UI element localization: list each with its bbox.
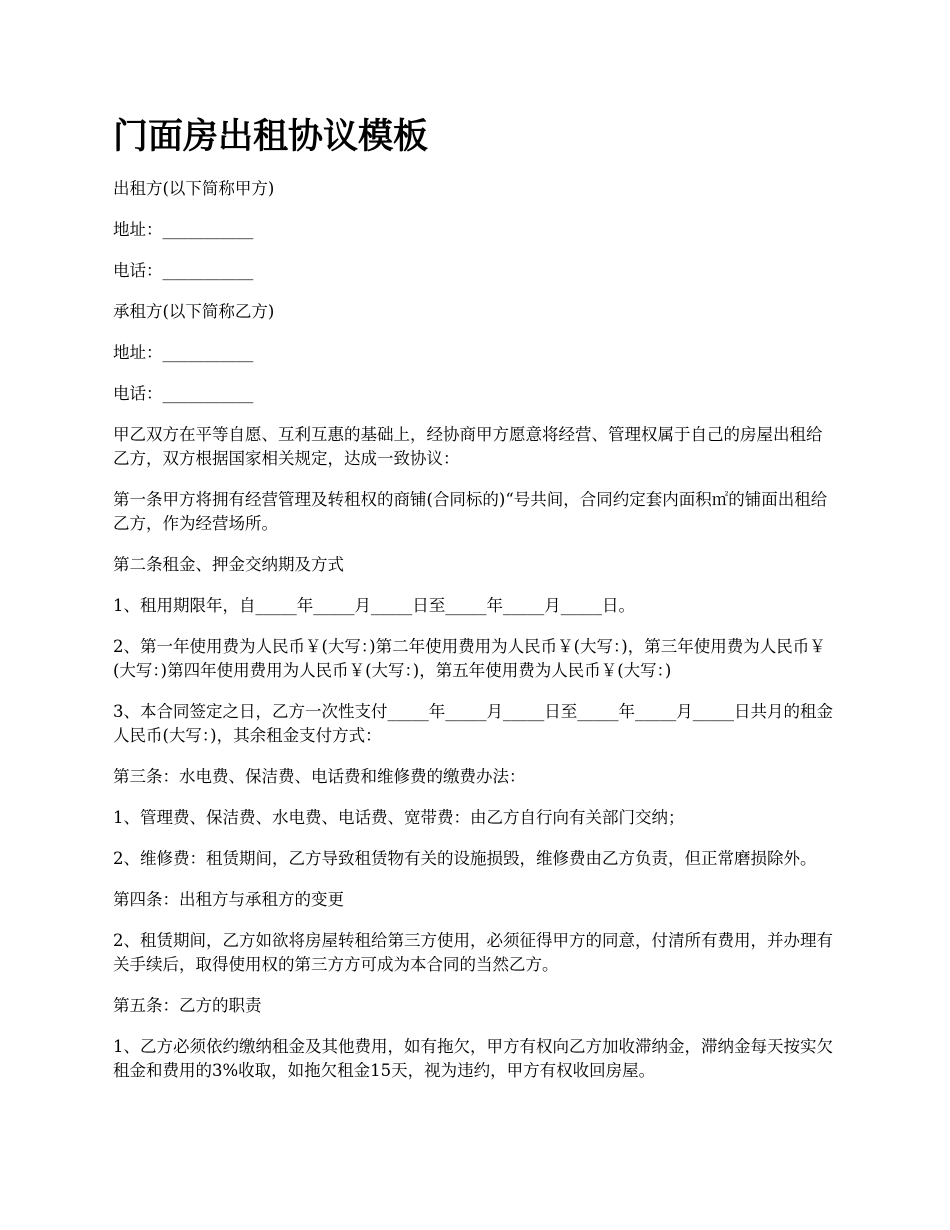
article-4-clause-2: 2、租赁期间，乙方如欲将房屋转租给第三方使用，必须征得甲方的同意，付清所有费用，并办理有关手续后，取得使用权的第三方方可成为本合同的当然乙方。 [113, 931, 833, 974]
party-a-address: 地址：___________ [113, 220, 254, 239]
article-2-clause-3: 3、本合同签定之日，乙方一次性支付_____年_____月_____日至_____年_____月_____日共月的租金人民币(大写：)，其余租金支付方式： [113, 702, 833, 745]
article-4-heading: 第四条：出租方与承租方的变更 [113, 890, 344, 909]
party-b-phone: 电话：___________ [113, 384, 254, 403]
article-3-clause-2: 2、维修费：租赁期间，乙方导致租赁物有关的设施损毁，维修费由乙方负责，但正常磨损除外。 [113, 849, 817, 868]
party-b-heading: 承租方(以下简称乙方) [113, 302, 275, 321]
article-5-heading: 第五条：乙方的职责 [113, 996, 262, 1015]
article-2-clause-2: 2、第一年使用费为人民币￥(大写：)第二年使用费用为人民币￥(大写：)，第三年使用费为人民币￥(大写：)第四年使用费用为人民币￥(大写：)，第五年使用费为人民币￥(大写：) [113, 637, 826, 680]
party-b-address: 地址：___________ [113, 343, 254, 362]
article-2-heading: 第二条租金、押金交纳期及方式 [113, 555, 344, 574]
preamble-paragraph: 甲乙双方在平等自愿、互利互惠的基础上，经协商甲方愿意将经营、管理权属于自己的房屋出租给乙方，双方根据国家相关规定，达成一致协议： [113, 425, 823, 468]
article-5-clause-1: 1、乙方必须依约缴纳租金及其他费用，如有拖欠，甲方有权向乙方加收滞纳金，滞纳金每天按实欠租金和费用的3%收取，如拖欠租金15天，视为违约，甲方有权收回房屋。 [113, 1037, 833, 1080]
document-page [113, 112, 838, 1100]
article-3-clause-1: 1、管理费、保洁费、水电费、电话费、宽带费：由乙方自行向有关部门交纳； [113, 808, 685, 827]
article-1: 第一条甲方将拥有经营管理及转租权的商铺(合同标的)“号共间，合同约定套内面积㎡的铺面出租给乙方，作为经营场所。 [113, 490, 828, 533]
party-a-phone: 电话：___________ [113, 261, 254, 280]
party-a-heading: 出租方(以下简称甲方) [113, 179, 275, 198]
document-title: 门面房出租协议模板 [113, 116, 429, 157]
article-3-heading: 第三条：水电费、保洁费、电话费和维修费的缴费办法： [113, 767, 526, 786]
article-2-clause-1: 1、租用期限年，自_____年_____月_____日至_____年_____月_____日。 [113, 596, 635, 615]
